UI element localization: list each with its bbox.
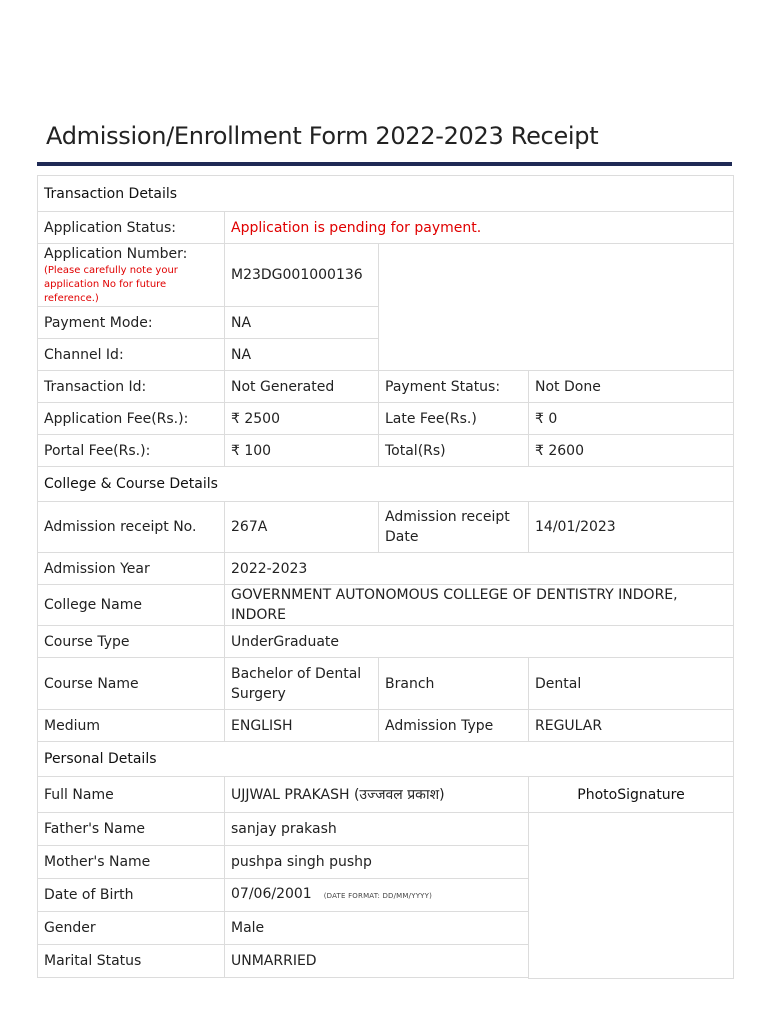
table-row (38, 403, 734, 435)
empty-cell (379, 244, 734, 371)
field-label: Transaction Id: (38, 371, 225, 403)
date-format-hint: (DATE FORMAT: DD/MM/YYYY) (323, 892, 433, 900)
table-row (38, 371, 734, 403)
spacer-cell (38, 978, 529, 979)
payment-mode-value: NA (225, 307, 379, 339)
field-label: College Name (38, 585, 225, 626)
total-value: ₹ 2600 (529, 435, 734, 467)
field-label: Payment Mode: (38, 307, 225, 339)
field-label: Father's Name (38, 813, 225, 846)
table-row (38, 658, 734, 710)
mother-name-value: pushpa singh pushp (225, 846, 529, 879)
payment-status-value: Not Done (529, 371, 734, 403)
college-name-value: GOVERNMENT AUTONOMOUS COLLEGE OF DENTISTRY INDORE, INDORE (225, 585, 734, 626)
dob-cell (225, 879, 529, 912)
father-name-value: sanjay prakash (225, 813, 529, 846)
application-number-label-cell (38, 244, 225, 307)
field-label: Application Fee(Rs.): (38, 403, 225, 435)
course-name-value: Bachelor of Dental Surgery (225, 658, 379, 710)
course-type-value: UnderGraduate (225, 626, 734, 658)
field-label: Date of Birth (38, 879, 225, 912)
table-row (38, 553, 734, 585)
table-row (38, 626, 734, 658)
application-number-note: (Please carefully note your application No for future reference.) (44, 265, 178, 304)
field-label: Course Type (38, 626, 225, 658)
table-row (38, 710, 734, 742)
table-row (38, 502, 734, 553)
photo-signature-header: PhotoSignature (529, 777, 734, 813)
section-transaction (38, 176, 734, 212)
field-label: Payment Status: (379, 371, 529, 403)
field-label: Medium (38, 710, 225, 742)
field-label: Mother's Name (38, 846, 225, 879)
table-row (38, 813, 734, 846)
field-label: Course Name (38, 658, 225, 710)
full-name-value: UJJWAL PRAKASH (उज्जवल प्रकाश) (225, 777, 529, 813)
field-label: Portal Fee(Rs.): (38, 435, 225, 467)
section-title: College & Course Details (38, 467, 734, 502)
receipt-table (37, 175, 734, 979)
admission-year-value: 2022-2023 (225, 553, 734, 585)
section-title: Transaction Details (38, 176, 734, 212)
photo-signature-area (529, 813, 734, 979)
field-label: Channel Id: (38, 339, 225, 371)
receipt-number-value: 267A (225, 502, 379, 553)
receipt-date-value: 14/01/2023 (529, 502, 734, 553)
field-label: Admission Year (38, 553, 225, 585)
portal-fee-value: ₹ 100 (225, 435, 379, 467)
gender-value: Male (225, 912, 529, 945)
field-label: Application Number: (44, 246, 188, 262)
section-title: Personal Details (38, 742, 734, 777)
application-number-value: M23DG001000136 (225, 244, 379, 307)
table-row (38, 585, 734, 626)
field-label: Marital Status (38, 945, 225, 978)
application-status-value: Application is pending for payment. (225, 212, 734, 244)
field-label: Admission Type (379, 710, 529, 742)
channel-id-value: NA (225, 339, 379, 371)
late-fee-value: ₹ 0 (529, 403, 734, 435)
field-label: Total(Rs) (379, 435, 529, 467)
table-row (38, 777, 734, 813)
field-label: Branch (379, 658, 529, 710)
transaction-id-value: Not Generated (225, 371, 379, 403)
table-row (38, 435, 734, 467)
field-label: Admission receipt No. (38, 502, 225, 553)
medium-value: ENGLISH (225, 710, 379, 742)
table-row (38, 212, 734, 244)
title-divider (37, 162, 732, 166)
application-fee-value: ₹ 2500 (225, 403, 379, 435)
marital-status-value: UNMARRIED (225, 945, 529, 978)
branch-value: Dental (529, 658, 734, 710)
table-row (38, 244, 734, 307)
field-label: Full Name (38, 777, 225, 813)
field-label: Application Status: (38, 212, 225, 244)
dob-value: 07/06/2001 (231, 886, 312, 902)
field-label: Gender (38, 912, 225, 945)
page-title: Admission/Enrollment Form 2022-2023 Receipt (46, 122, 599, 150)
field-label: Admission receipt Date (379, 502, 529, 553)
section-college (38, 467, 734, 502)
admission-type-value: REGULAR (529, 710, 734, 742)
section-personal (38, 742, 734, 777)
field-label: Late Fee(Rs.) (379, 403, 529, 435)
